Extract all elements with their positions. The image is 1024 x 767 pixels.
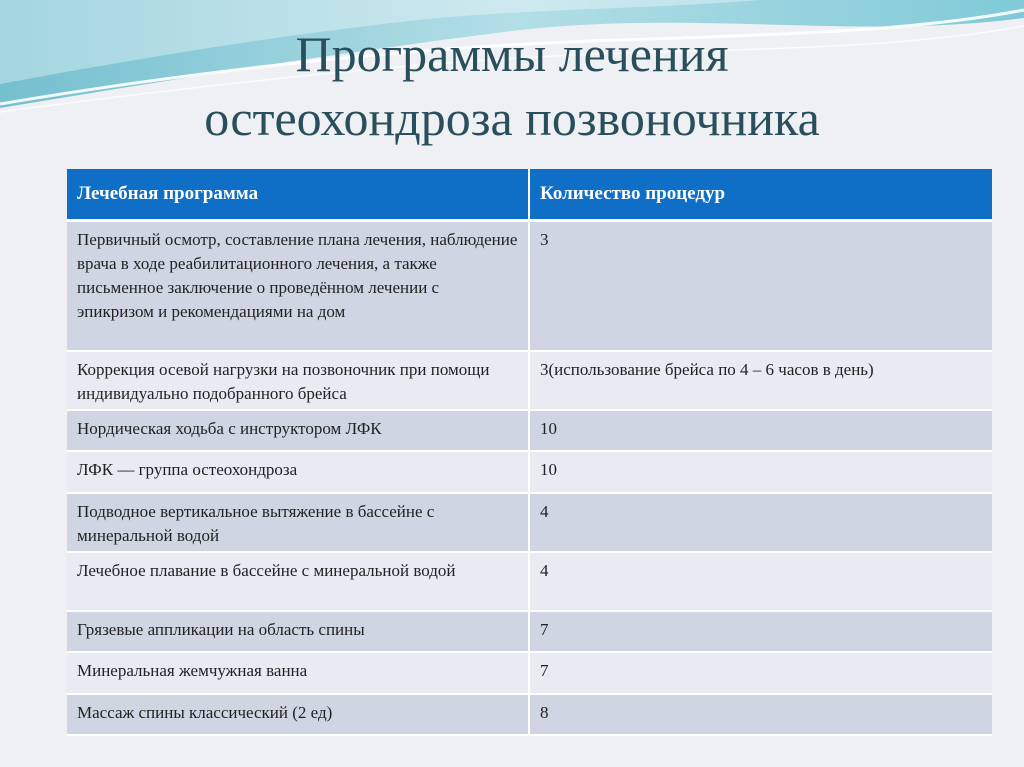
table-row	[67, 352, 992, 411]
table-row	[67, 695, 992, 736]
program-cell: Подводное вертикальное вытяжение в бассейне с минеральной водой	[67, 494, 528, 553]
count-cell: 3	[528, 222, 992, 352]
table-row	[67, 494, 992, 553]
count-cell: 10	[528, 452, 992, 494]
program-cell: Массаж спины классический (2 ед)	[67, 695, 528, 736]
program-cell: Лечебное плавание в бассейне с минеральной водой	[67, 553, 528, 612]
page-title	[0, 22, 1024, 150]
count-cell: 8	[528, 695, 992, 736]
count-cell: 7	[528, 653, 992, 695]
header-program: Лечебная программа	[67, 169, 528, 222]
program-cell: ЛФК — группа остеохондроза	[67, 452, 528, 494]
program-cell: Грязевые аппликации на область спины	[67, 612, 528, 653]
program-cell: Нордическая ходьба с инструктором ЛФК	[67, 411, 528, 452]
program-cell: Минеральная жемчужная ванна	[67, 653, 528, 695]
table-row	[67, 653, 992, 695]
count-cell: 7	[528, 612, 992, 653]
treatment-table	[67, 169, 992, 736]
table-header-row	[67, 169, 992, 222]
table-row	[67, 612, 992, 653]
count-cell: 10	[528, 411, 992, 452]
table-row	[67, 411, 992, 452]
program-cell: Коррекция осевой нагрузки на позвоночник при помощи индивидуально подобранного брейса	[67, 352, 528, 411]
header-count: Количество процедур	[528, 169, 992, 222]
title-line-1: Программы лечения	[295, 26, 729, 82]
count-cell: 4	[528, 494, 992, 553]
count-cell: 4	[528, 553, 992, 612]
table-row	[67, 553, 992, 612]
table-row	[67, 452, 992, 494]
program-cell: Первичный осмотр, составление плана лечения, наблюдение врача в ходе реабилитационного лечения, а также письменное заключение о проведённом лечении с эпикризом и рекомендациями на дом	[67, 222, 528, 352]
count-cell: 3(использование брейса по 4 – 6 часов в день)	[528, 352, 992, 411]
table-row	[67, 222, 992, 352]
title-line-2: остеохондроза позвоночника	[204, 90, 820, 146]
